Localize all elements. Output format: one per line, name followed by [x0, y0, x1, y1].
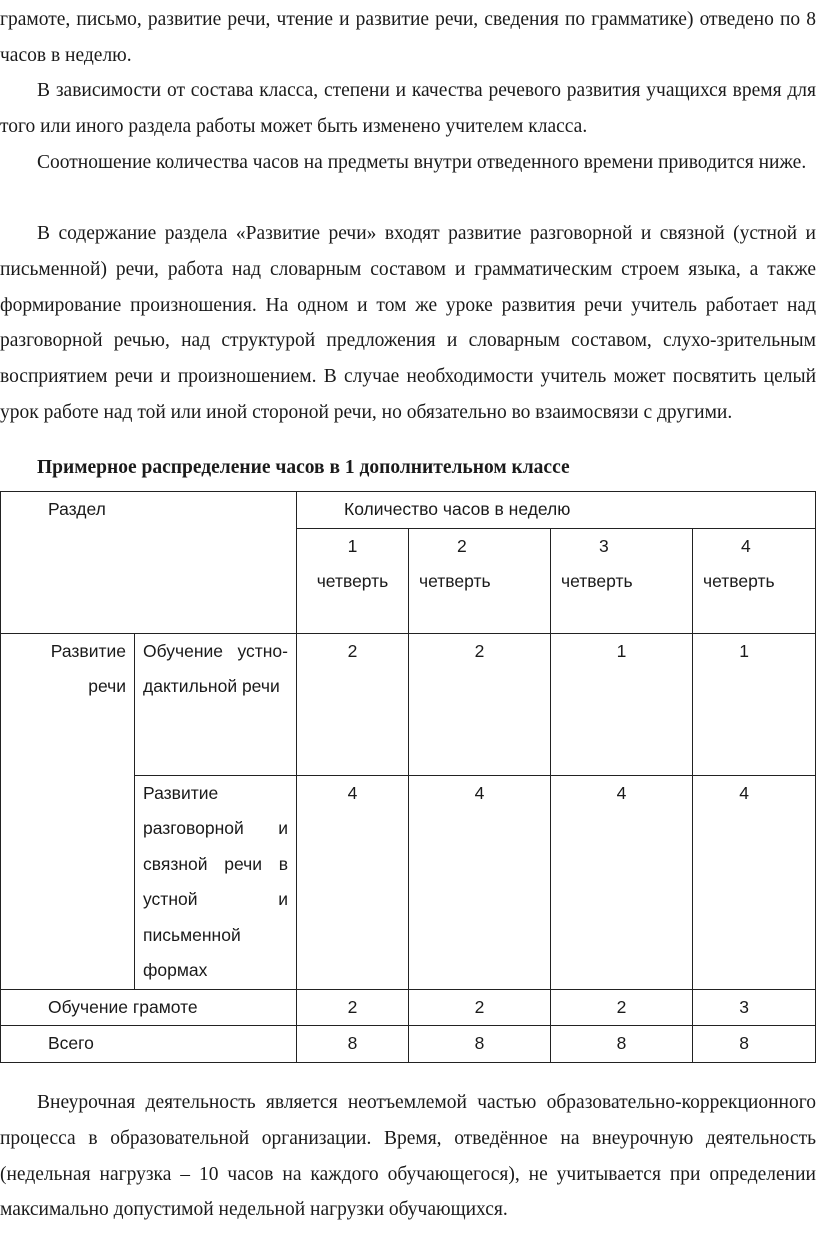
- quarter-1-word: четверть: [316, 571, 389, 591]
- paragraph-extracurricular: Внеурочная деятельность является неотъемлемой частью образовательно-коррекционного процесса в образовательной организации. Время, отведённое на внеурочную деятельность (недельная нагрузка – 10 часов на каждого обучающегося), не учитывается при определении максимально допустимой недельной нагрузки обучающихся.: [0, 1092, 816, 1221]
- value-cell: 4: [297, 775, 409, 989]
- paragraph-hours-ratio: Соотношение количества часов на предметы внутри отведенного времени приводится ниже.: [37, 152, 807, 173]
- header-hours-label: Количество часов в неделю: [344, 499, 571, 519]
- header-hours-cell: [297, 492, 816, 529]
- value-cell: 4: [409, 775, 551, 989]
- value-cell: 2: [297, 989, 409, 1026]
- quarter-4-cell: [693, 528, 816, 633]
- speech-section-cell: [1, 633, 135, 989]
- paragraph-speech-development: В содержание раздела «Развитие речи» входят развитие разговорной и связной (устной и письменной) речи, работа над словарным составом и грамматическим строем языка, а также формирование произношения. На одном и том же уроке развития речи учитель работает над разговорной речью, над структурой предложения и словарным составом, слухо-зрительным восприятием речи и произношением. В случае необходимости учитель может посвятить целый урок работе над той или иной стороной речи, но обязательно во взаимосвязи с другими.: [0, 223, 816, 423]
- subject-cell: [135, 775, 297, 989]
- value-cell: 2: [409, 989, 551, 1026]
- value-cell: 8: [693, 1026, 816, 1063]
- value-cell: 2: [409, 633, 551, 775]
- value-cell: 8: [551, 1026, 693, 1063]
- value-cell: 8: [297, 1026, 409, 1063]
- quarter-2-cell: [409, 528, 551, 633]
- value-cell: 3: [693, 989, 816, 1026]
- value-cell: 4: [551, 775, 693, 989]
- table-title: Примерное распределение часов в 1 дополнительном классе: [37, 457, 570, 478]
- value-cell: 1: [551, 633, 693, 775]
- speech-section-label: Развитие речи: [50, 640, 126, 696]
- paragraph-class-composition: В зависимости от состава класса, степени и качества речевого развития учащихся время для того или иного раздела работы может быть изменено учителем класса.: [0, 80, 816, 137]
- header-section-label: Раздел: [48, 499, 106, 519]
- quarter-2-number: 2: [457, 535, 467, 556]
- quarter-4-number: 4: [741, 535, 751, 556]
- hours-distribution-table: [0, 491, 816, 1063]
- literacy-label-cell: Обучение грамоте: [1, 989, 297, 1026]
- subject-label: Обучение устно-дактильной речи: [143, 640, 288, 696]
- table-header-row: [1, 492, 816, 529]
- subject-cell: [135, 633, 297, 775]
- value-cell: 2: [551, 989, 693, 1026]
- quarter-1-cell: [297, 528, 409, 633]
- value-cell: 1: [693, 633, 816, 775]
- table-row: [1, 989, 816, 1026]
- quarter-4-word: четверть: [703, 571, 775, 591]
- header-section-cell: [1, 492, 297, 634]
- value-cell: 8: [409, 1026, 551, 1063]
- subject-label: Развитие разговорной и связной речи в устной и письменной формах: [143, 782, 288, 980]
- quarter-3-cell: [551, 528, 693, 633]
- paragraph-grammar-hours: грамоте, письмо, развитие речи, чтение и развитие речи, сведения по грамматике) отведено по 8 часов в неделю.: [0, 9, 816, 66]
- value-cell: 2: [297, 633, 409, 775]
- quarter-3-number: 3: [599, 535, 609, 556]
- table-row: [1, 633, 816, 775]
- quarter-2-word: четверть: [419, 571, 491, 591]
- value-cell: 4: [693, 775, 816, 989]
- quarter-3-word: четверть: [561, 571, 633, 591]
- total-label-cell: Всего: [1, 1026, 297, 1063]
- quarter-1-number: 1: [347, 535, 358, 556]
- table-row: [1, 1026, 816, 1063]
